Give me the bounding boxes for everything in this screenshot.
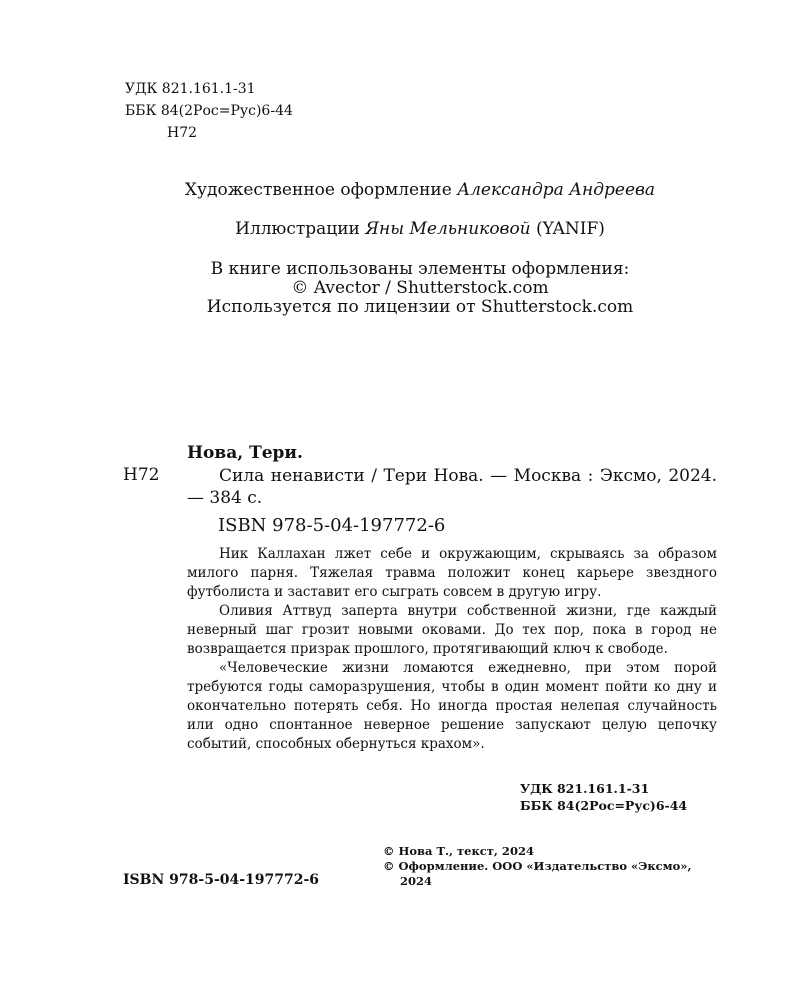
- isbn-main: ISBN 978-5-04-197772-6: [218, 515, 446, 536]
- cutter-code: Н72: [167, 125, 198, 141]
- annotation-paragraph: Ник Каллахан лжет себе и окружающим, скрываясь за образом милого парня. Тяжелая травма положит конец карьере звездного футболиста и заставит его сыграть совсем в другую игру.: [187, 546, 717, 600]
- copyright-text: © Нова Т., текст, 2024: [383, 844, 534, 858]
- design-credit: [120, 180, 720, 200]
- bbk-code-bottom: ББК 84(2Рос=Рус)6-44: [520, 798, 688, 813]
- classification-codes: [125, 78, 293, 144]
- elements-line-2: © Avector / Shutterstock.com: [291, 278, 549, 298]
- illustrator-name: Яны Мельниковой: [365, 219, 531, 239]
- design-elements-credit: [120, 260, 720, 317]
- design-credit-prefix: Художественное оформление: [184, 180, 458, 200]
- illustrations-prefix: Иллюстрации: [235, 219, 366, 239]
- annotation-paragraph: «Человеческие жизни ломаются ежедневно, при этом порой требуются годы саморазрушения, чтобы в один момент пойти ко дну и окончательно потерять себя. Но иногда простая нелепая случайность или одно спонтанное неверное решение запускают целую цепочку событий, способных обернуться крахом».: [187, 660, 717, 752]
- elements-line-3: Используется по лицензии от Shutterstock.com: [206, 297, 634, 317]
- udk-code: УДК 821.161.1-31: [125, 81, 256, 97]
- annotation-paragraph: Оливия Аттвуд заперта внутри собственной жизни, где каждый неверный шаг грозит новыми оковами. До тех пор, пока в город не возвращается призрак прошлого, протягивающий ключ к свободе.: [187, 603, 717, 657]
- classification-codes-bottom: [520, 780, 687, 814]
- bib-cutter-code: Н72: [123, 465, 160, 485]
- copyright-year: 2024: [400, 874, 433, 888]
- elements-line-1: В книге использованы элементы оформления:: [210, 259, 630, 279]
- author-heading: Нова, Тери.: [187, 443, 303, 463]
- bbk-code: ББК 84(2Рос=Рус)6-44: [125, 103, 293, 119]
- udk-code-bottom: УДК 821.161.1-31: [520, 781, 650, 796]
- bibliographic-description: [187, 465, 717, 509]
- designer-name: Александра Андреева: [457, 180, 656, 200]
- copyright-design: © Оформление. ООО «Издательство «Эксмо»,: [383, 859, 692, 873]
- bib-description-text: Сила ненависти / Тери Нова. — Москва : Эксмо, 2024. — 384 с.: [187, 466, 717, 508]
- illustrations-suffix: (YANIF): [530, 219, 605, 239]
- isbn-bottom: ISBN 978-5-04-197772-6: [123, 872, 320, 888]
- illustrations-credit: [120, 219, 720, 239]
- copyright-block: [383, 844, 733, 889]
- annotation: [187, 545, 717, 754]
